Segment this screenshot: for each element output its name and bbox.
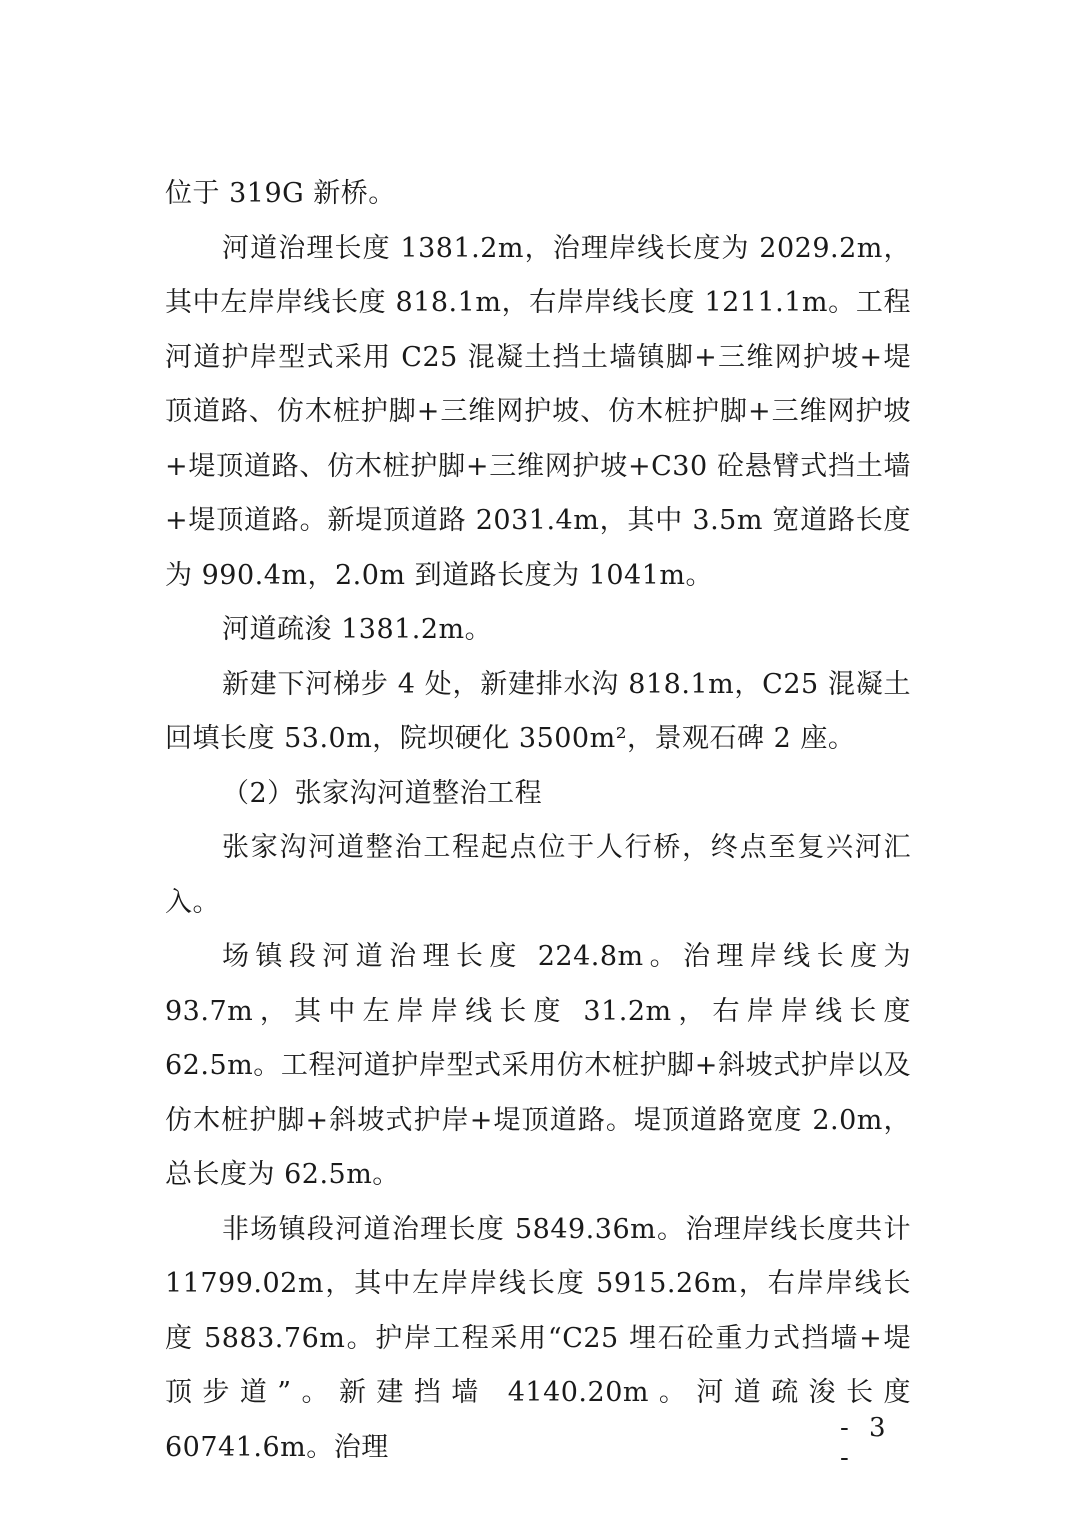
paragraph-continuation: 位于 319G 新桥。 [165, 178, 396, 209]
paragraph-non-town-section: 非场镇段河道治理长度 5849.36m。治理岸线长度共计 11799.02m，其中左岸岸线长度 5915.26m，右岸岸线长度 5883.76m。护岸工程采用“C25 埋石砼重力式挡墙+堤顶步道”。新建挡墙 4140.20m。河道疏浚长度 60741.6m。治理 [165, 1213, 911, 1463]
body-text [165, 167, 911, 1475]
page-number: - 3 - [840, 1413, 892, 1473]
paragraph-zhangjiagou-scope: 张家沟河道整治工程起点位于人行桥，终点至复兴河汇入。 [165, 832, 911, 918]
section-heading-zhangjiagou: （2）张家沟河道整治工程 [222, 777, 543, 809]
paragraph-town-section: 场镇段河道治理长度 224.8m。治理岸线长度为 93.7m，其中左岸岸线长度 31.2m，右岸岸线长度 62.5m。工程河道护岸型式采用仿木桩护脚+斜坡式护岸以及仿木桩护脚+斜坡式护岸+堤顶道路。堤顶道路宽度 2.0m，总长度为 62.5m。 [165, 941, 911, 1190]
paragraph-dredging: 河道疏浚 1381.2m。 [222, 614, 493, 645]
paragraph-new-construction: 新建下河梯步 4 处，新建排水沟 818.1m，C25 混凝土回填长度 53.0m，院坝硬化 3500m²，景观石碑 2 座。 [165, 668, 911, 754]
paragraph-river-governance: 河道治理长度 1381.2m，治理岸线长度为 2029.2m，其中左岸岸线长度 818.1m，右岸岸线长度 1211.1m。工程河道护岸型式采用 C25 混凝土挡土墙镇脚+三维网护坡+堤顶道路、仿木桩护脚+三维网护坡、仿木桩护脚+三维网护坡+堤顶道路、仿木桩护脚+三维网护坡+C30 砼悬臂式挡土墙+堤顶道路。新堤顶道路 2031.4m，其中 3.5m 宽道路长度为 990.4m，2.0m 到道路长度为 1041m。 [165, 232, 911, 591]
